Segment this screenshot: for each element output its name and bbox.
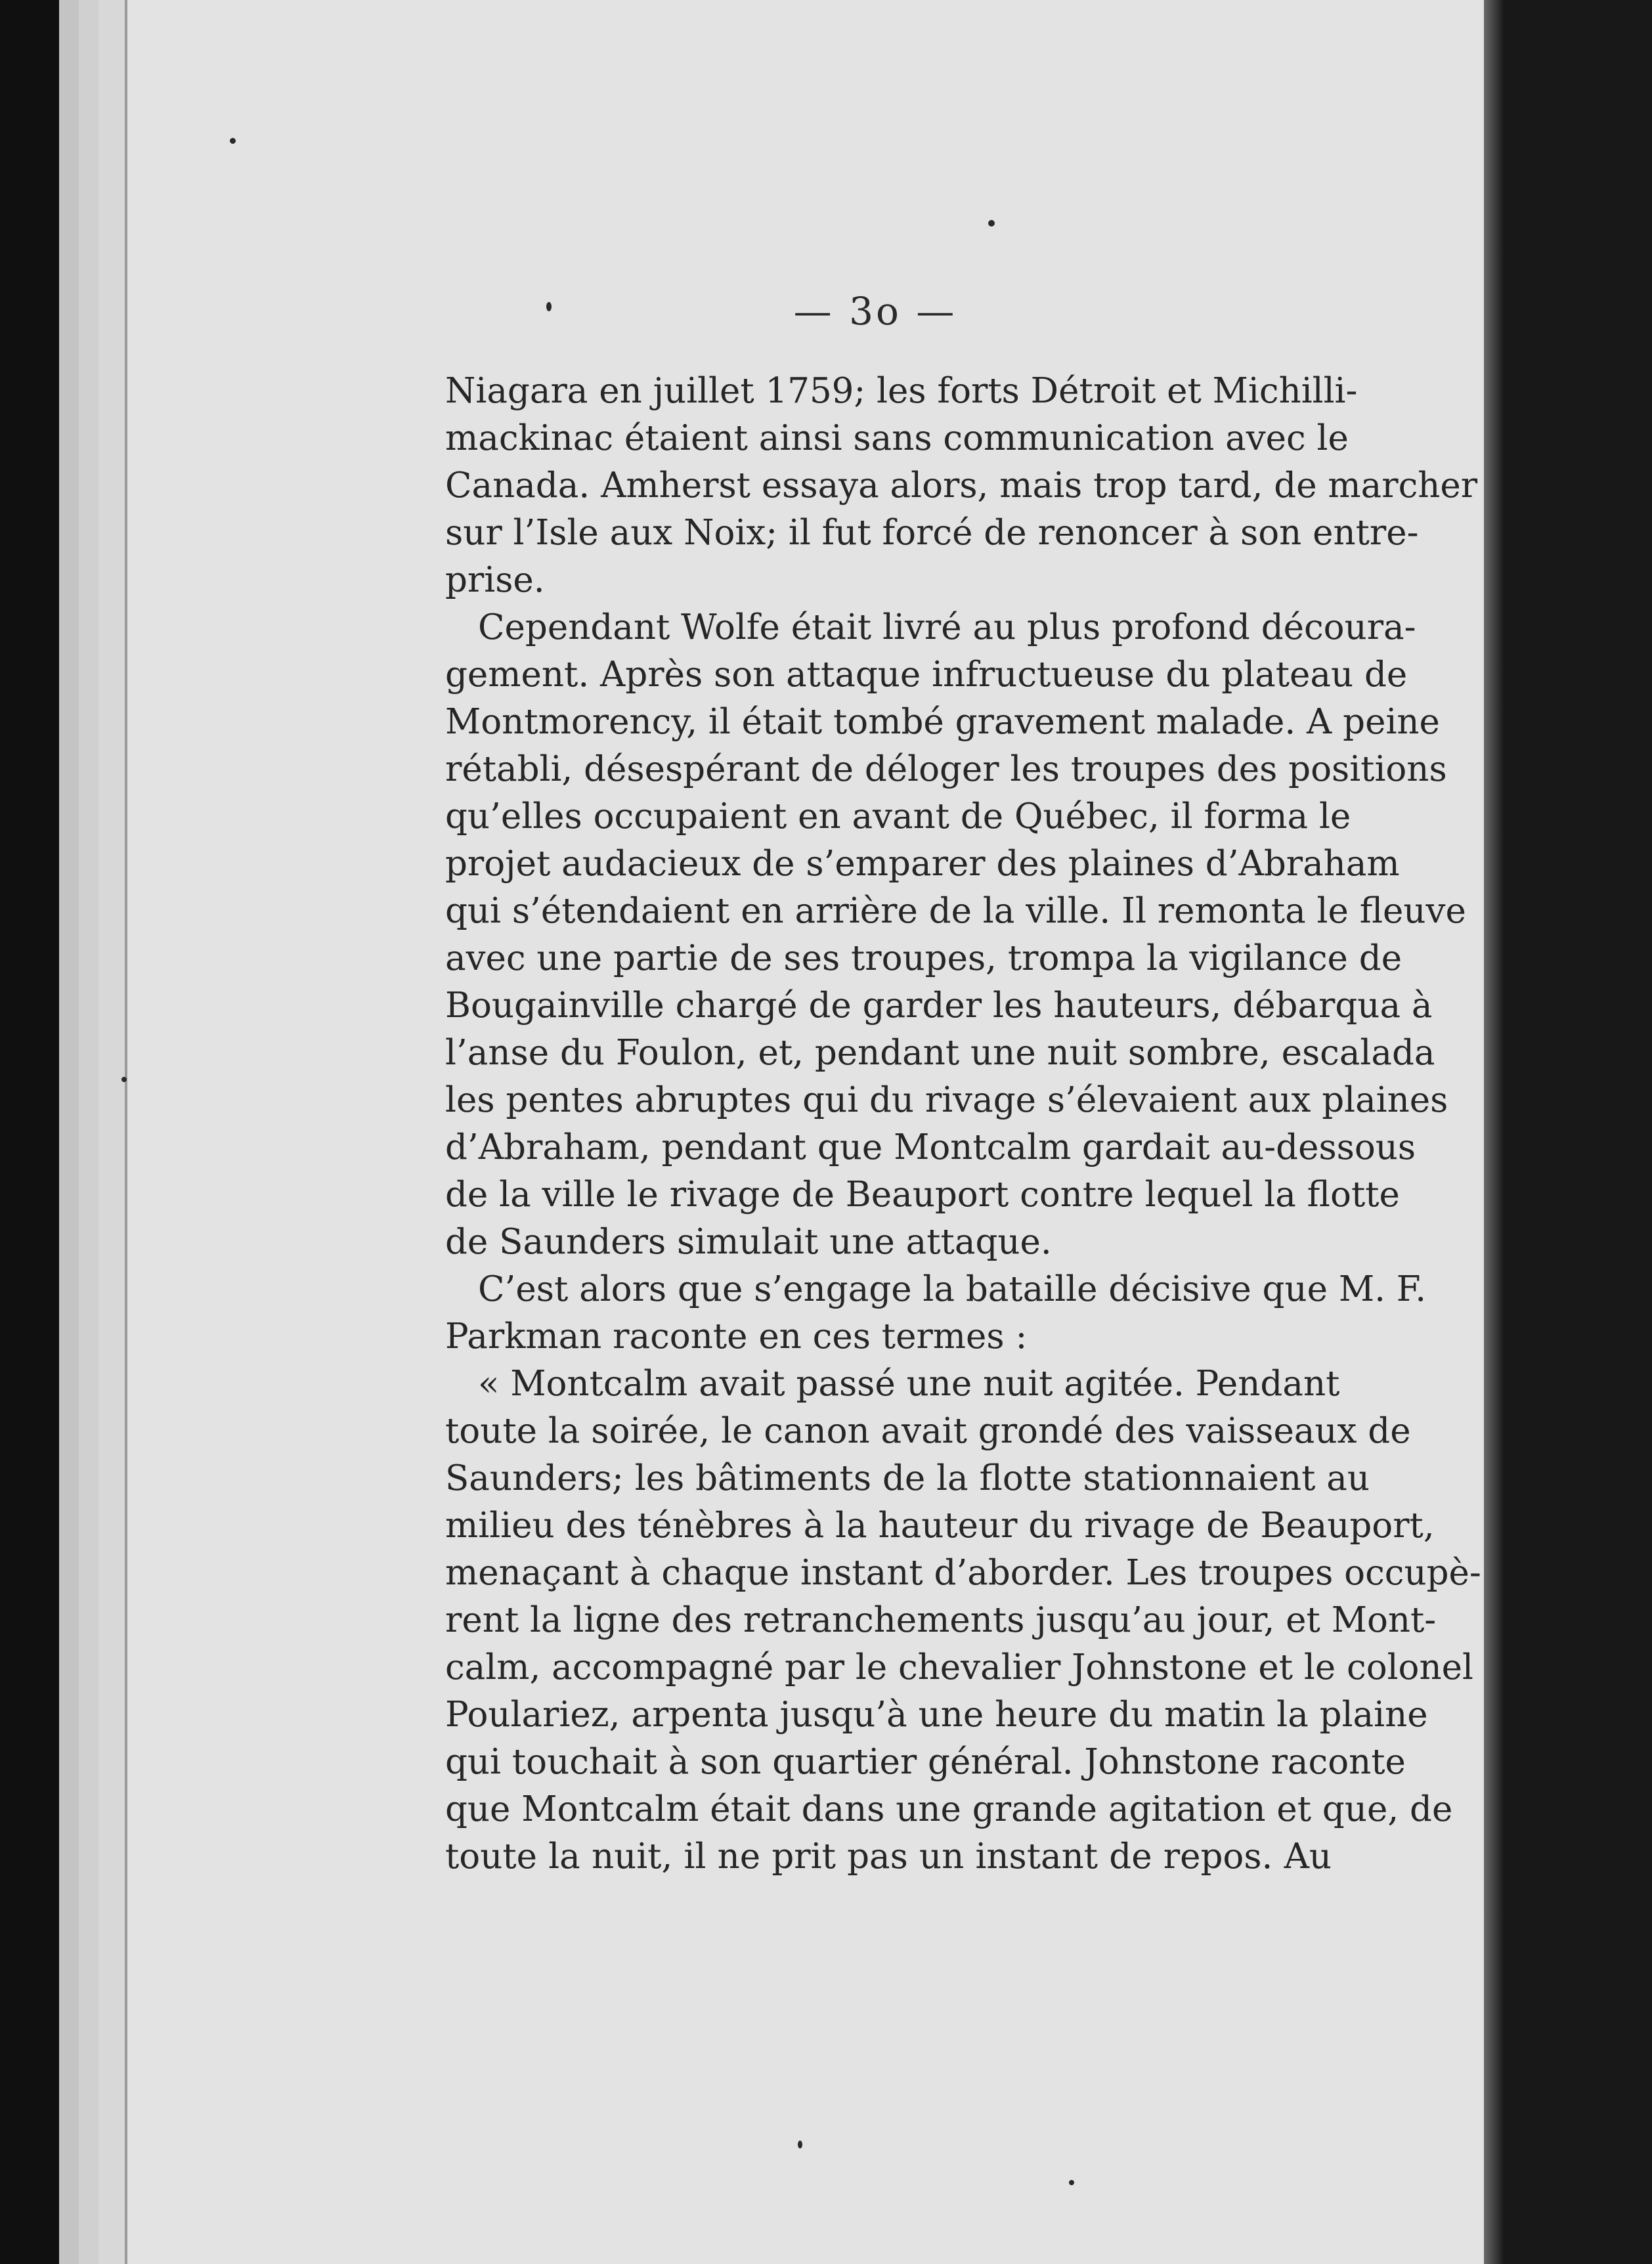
text-line: Saunders; les bâtiments de la flotte stationnaient au: [445, 1458, 1370, 1498]
page-gutter-shadow: [1484, 0, 1504, 2264]
text-line: calm, accompagné par le chevalier Johnstone et le colonel: [445, 1647, 1473, 1687]
body-text: [445, 368, 1481, 1881]
text-line: Canada. Amherst essaya alors, mais trop tard, de marcher: [445, 466, 1478, 506]
paragraph: [445, 604, 1466, 1266]
paragraph: [445, 1266, 1427, 1361]
scan-border: [1504, 0, 1652, 2264]
text-line: les pentes abruptes qui du rivage s’élevaient aux plaines: [445, 1080, 1448, 1120]
page-edge: [98, 0, 127, 2264]
paragraph: [445, 1361, 1481, 1881]
text-line: sur l’Isle aux Noix; il fut forcé de renoncer à son entre-: [445, 513, 1419, 553]
text-line: de la ville le rivage de Beauport contre lequel la flotte: [445, 1175, 1400, 1215]
page-number: — 3o —: [793, 289, 957, 334]
paragraph: [445, 368, 1478, 604]
text-line: toute la soirée, le canon avait grondé des vaisseaux de: [445, 1411, 1411, 1451]
dust-speck: [121, 1077, 127, 1082]
text-line: projet audacieux de s’emparer des plaines d’Abraham: [445, 844, 1400, 884]
text-line: de Saunders simulait une attaque.: [445, 1222, 1052, 1262]
text-line: qui touchait à son quartier général. Johnstone raconte: [445, 1742, 1406, 1782]
text-line: gement. Après son attaque infructueuse du plateau de: [445, 655, 1408, 695]
text-line: Bougainville chargé de garder les hauteurs, débarqua à: [445, 986, 1433, 1026]
text-line: C’est alors que s’engage la bataille décisive que M. F.: [478, 1269, 1427, 1309]
text-line: Parkman raconte en ces termes :: [445, 1317, 1028, 1357]
text-line: que Montcalm était dans une grande agitation et que, de: [445, 1789, 1453, 1829]
text-line: qu’elles occupaient en avant de Québec, il forma le: [445, 796, 1351, 837]
text-line: Cependant Wolfe était livré au plus profond découra-: [478, 607, 1416, 647]
text-line: menaçant à chaque instant d’aborder. Les troupes occupè-: [445, 1553, 1481, 1593]
text-line: l’anse du Foulon, et, pendant une nuit sombre, escalada: [445, 1033, 1435, 1073]
dust-speck: [230, 138, 236, 144]
text-line: « Montcalm avait passé une nuit agitée. Pendant: [478, 1364, 1340, 1404]
text-line: milieu des ténèbres à la hauteur du rivage de Beauport,: [445, 1506, 1435, 1546]
dust-speck: [798, 2141, 802, 2148]
text-line: rent la ligne des retranchements jusqu’au jour, et Mont-: [445, 1600, 1437, 1640]
text-line: Niagara en juillet 1759; les forts Détroit et Michilli-: [445, 371, 1358, 411]
text-line: toute la nuit, il ne prit pas un instant de repos. Au: [445, 1837, 1332, 1877]
dust-speck: [988, 220, 995, 227]
text-line: mackinac étaient ainsi sans communication avec le: [445, 418, 1349, 458]
text-line: qui s’étendaient en arrière de la ville. Il remonta le fleuve: [445, 891, 1466, 931]
text-line: Montmorency, il était tombé gravement malade. A peine: [445, 702, 1440, 742]
text-line: rétabli, désespérant de déloger les troupes des positions: [445, 749, 1447, 789]
text-line: d’Abraham, pendant que Montcalm gardait au-dessous: [445, 1127, 1416, 1167]
text-line: avec une partie de ses troupes, trompa la vigilance de: [445, 938, 1402, 978]
text-line: prise.: [445, 560, 545, 600]
dust-speck: [1069, 2180, 1074, 2185]
text-line: Poulariez, arpenta jusqu’à une heure du matin la plaine: [445, 1695, 1428, 1735]
